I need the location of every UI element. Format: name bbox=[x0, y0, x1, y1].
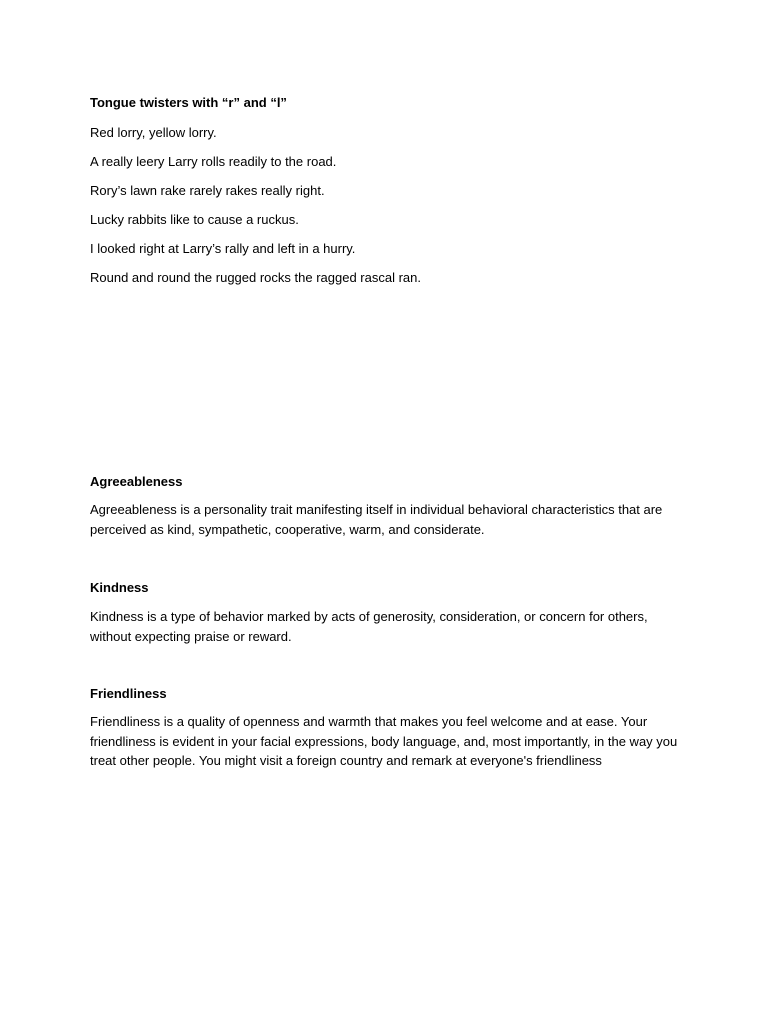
friendliness-heading: Friendliness bbox=[90, 686, 167, 701]
agreeableness-heading: Agreeableness bbox=[90, 474, 183, 489]
tongue-twister-line: A really leery Larry rolls readily to the road. bbox=[90, 154, 337, 169]
tongue-twister-line: Round and round the rugged rocks the ragged rascal ran. bbox=[90, 270, 421, 285]
paragraph-line: Kindness is a type of behavior marked by acts of generosity, consideration, or concern for others, bbox=[90, 609, 648, 624]
paragraph-line: friendliness is evident in your facial expressions, body language, and, most importantly, in the way you bbox=[90, 733, 678, 749]
agreeableness-paragraph bbox=[90, 500, 690, 539]
tongue-twister-line: Lucky rabbits like to cause a ruckus. bbox=[90, 212, 299, 227]
paragraph-line: Agreeableness is a personality trait manifesting itself in individual behavioral characteristics that are bbox=[90, 502, 663, 517]
paragraph-line: Friendliness is a quality of openness and warmth that makes you feel welcome and at ease. Your bbox=[90, 714, 648, 729]
paragraph-line: perceived as kind, sympathetic, cooperative, warm, and considerate. bbox=[90, 521, 485, 537]
paragraph-line: without expecting praise or reward. bbox=[90, 628, 292, 644]
kindness-paragraph bbox=[90, 607, 690, 646]
tongue-twister-line: Rory’s lawn rake rarely rakes really right. bbox=[90, 183, 325, 198]
paragraph-line: treat other people. You might visit a foreign country and remark at everyone's friendliness bbox=[90, 753, 602, 768]
tongue-twisters-heading: Tongue twisters with “r” and “l” bbox=[90, 95, 287, 110]
kindness-heading: Kindness bbox=[90, 580, 149, 595]
friendliness-paragraph bbox=[90, 712, 690, 771]
tongue-twister-line: I looked right at Larry’s rally and left in a hurry. bbox=[90, 241, 356, 256]
tongue-twister-line: Red lorry, yellow lorry. bbox=[90, 125, 217, 140]
